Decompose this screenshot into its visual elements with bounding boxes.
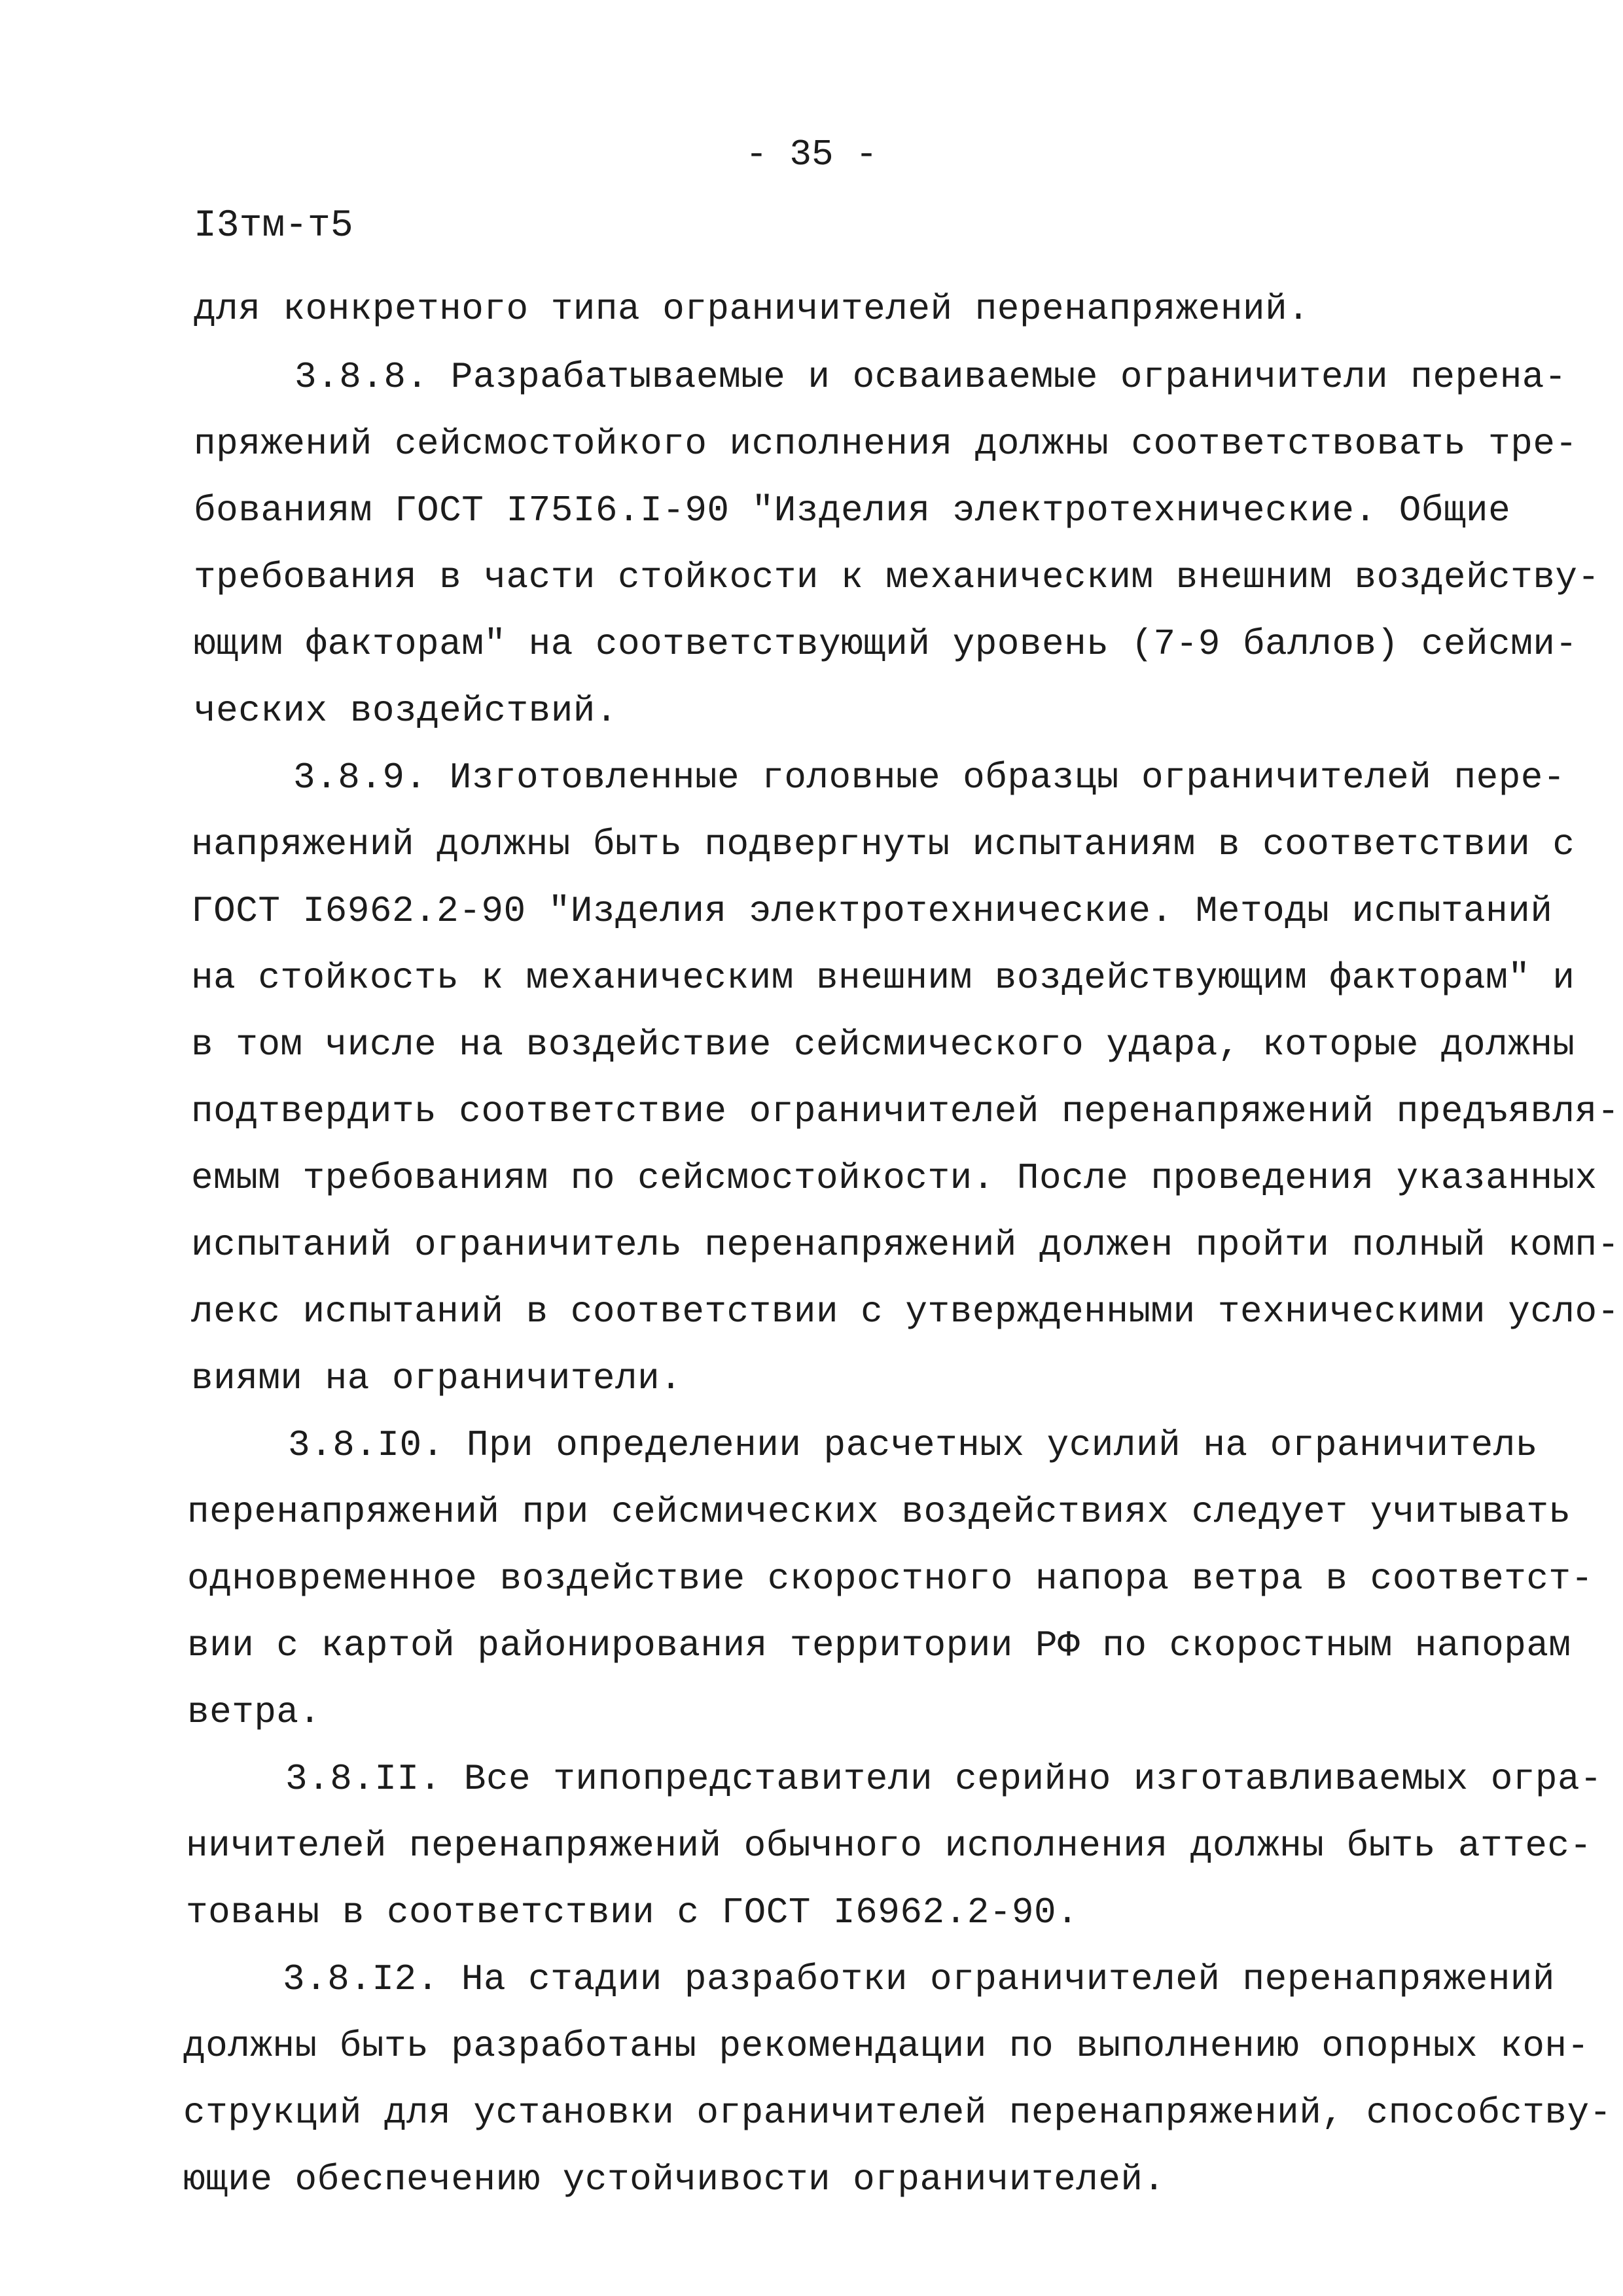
text-line: струкций для установки ограничителей перенапряжений, способству- bbox=[183, 2092, 1612, 2134]
text-line: ветра. bbox=[187, 1691, 321, 1733]
text-line: бованиям ГОСТ I75I6.I-90 "Изделия электротехнические. Общие bbox=[194, 490, 1511, 531]
text-line: вии с картой районирования территории РФ по скоростным напорам bbox=[187, 1624, 1571, 1666]
text-line: на стойкость к механическим внешним воздействующим факторам" и bbox=[191, 957, 1575, 999]
text-line: 3.8.8. Разрабатываемые и осваиваемые ограничители перена- bbox=[294, 356, 1567, 398]
text-line: тованы в соответствии с ГОСТ I6962.2-90. bbox=[186, 1892, 1079, 1933]
text-line: виями на ограничители. bbox=[191, 1357, 683, 1399]
text-line: должны быть разработаны рекомендации по выполнению опорных кон- bbox=[183, 2025, 1590, 2067]
text-line: ющим факторам" на соответствующий уровень (7-9 баллов) сейсми- bbox=[194, 623, 1578, 665]
text-line: напряжений должны быть подвергнуты испытаниям в соответствии с bbox=[191, 823, 1575, 865]
text-line: пряжений сейсмостойкого исполнения должны соответствовать тре- bbox=[194, 423, 1578, 465]
text-line: 3.8.I2. На стадии разработки ограничителей перенапряжений bbox=[283, 1958, 1556, 2000]
text-line: лекс испытаний в соответствии с утвержденными техническими усло- bbox=[191, 1291, 1620, 1333]
text-line: для конкретного типа ограничителей перенапряжений. bbox=[194, 288, 1310, 330]
text-line: перенапряжений при сейсмических воздействиях следует учитывать bbox=[187, 1491, 1571, 1533]
text-line: подтвердить соответствие ограничителей перенапряжений предъявля- bbox=[191, 1090, 1620, 1132]
text-line: ГОСТ I6962.2-90 "Изделия электротехнические. Методы испытаний bbox=[191, 890, 1553, 932]
text-line: емым требованиям по сейсмостойкости. После проведения указанных bbox=[191, 1157, 1597, 1199]
text-line: 3.8.9. Изготовленные головные образцы ограничителей пере- bbox=[293, 757, 1566, 798]
text-line: испытаний ограничитель перенапряжений должен пройти полный комп- bbox=[191, 1224, 1620, 1266]
text-line: ческих воздействий. bbox=[194, 690, 618, 732]
text-line: в том числе на воздействие сейсмического удара, которые должны bbox=[191, 1024, 1575, 1066]
text-line: одновременное воздействие скоростного напора ветра в соответст- bbox=[187, 1558, 1594, 1600]
text-line: ющие обеспечению устойчивости ограничителей. bbox=[183, 2159, 1166, 2200]
text-line: требования в части стойкости к механическим внешним воздейству- bbox=[194, 556, 1600, 598]
text-line: 3.8.I0. При определении расчетных усилий на ограничитель bbox=[288, 1424, 1538, 1466]
document-code: I3тм-т5 bbox=[194, 205, 353, 247]
page-number: - 35 - bbox=[745, 134, 878, 175]
text-line: ничителей перенапряжений обычного исполнения должны быть аттес- bbox=[186, 1825, 1592, 1867]
text-line: 3.8.II. Все типопредставители серийно изготавливаемых огра- bbox=[285, 1758, 1603, 1800]
